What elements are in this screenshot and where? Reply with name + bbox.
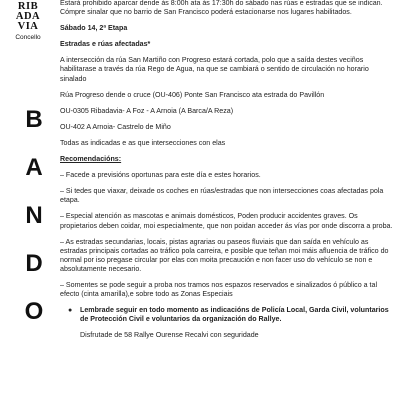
intro-paragraph: Estará prohibido aparcar dende ás 8:00h ata ás 17:30h do sábado nas rúas e estradas que se indican. Cómpre sinalar que no barrio de San Francisco poderá estacionarse nos lugares habilitados. bbox=[60, 0, 383, 17]
bando-letter: A bbox=[25, 154, 43, 181]
council-logo bbox=[6, 0, 50, 41]
all-roads-note: Todas as indicadas e as que intersecciones con elas bbox=[60, 138, 226, 147]
bando-letter: O bbox=[24, 298, 44, 325]
sidebar bbox=[0, 0, 58, 400]
logo-label: Concello bbox=[15, 34, 41, 41]
recommendation-item: – Facede a previsións oportunas para este día e estes horarios. bbox=[60, 171, 261, 180]
logo-mark-line: ADA bbox=[15, 11, 41, 22]
bullet-text: Lembrade seguir en todo momento as indicacións de Policía Local, Garda Civil, voluntarios de Protección Civil e voluntarios da organización do Rallye. bbox=[80, 306, 389, 324]
bando-letter: N bbox=[25, 202, 43, 229]
bullet-item bbox=[60, 306, 394, 324]
bando-letter: B bbox=[25, 106, 43, 133]
bullet-icon: ● bbox=[68, 307, 73, 315]
bando-vertical-title bbox=[24, 108, 44, 348]
closure-paragraph: A intersección da rúa San Martiño con Progreso estará cortada, polo que a saída destes veciños habilitarase a través da rúa Rego de Agua, na que se cambiará o sentido de circulación no horario sinalado bbox=[60, 56, 369, 83]
logo-mark-line: VIA bbox=[17, 21, 39, 32]
road-item: OU-0305 Ribadavia- A Foz - A Arnoia (A Barca/A Reza) bbox=[60, 106, 234, 115]
road-item: OU-402 A Arnoia- Castrelo de Miño bbox=[60, 122, 171, 131]
road-item: Rúa Progreso dende o cruce (OU-406) Ponte San Francisco ata estrada do Pavillón bbox=[60, 90, 325, 99]
affected-roads-heading: Estradas e rúas afectadas* bbox=[60, 40, 151, 49]
document-body bbox=[60, 0, 394, 340]
recommendation-item: – Especial atención as mascotas e animais domésticos, Poden producir accidentes graves. Os propietarios deben coidar, moi especialmente, que non poidan acceder ás vías por onde discorra a proba. bbox=[60, 212, 393, 230]
closing-line: Disfrutade de 58 Rallye Ourense Recalvi con seguridade bbox=[80, 331, 259, 340]
recommendation-item: – Si tedes que viaxar, deixade os coches en rúas/estradas que non intersecciones coas afectadas pola etapa. bbox=[60, 187, 384, 205]
recommendation-item: – Somentes se pode seguir a proba nos tramos nos espazos reservados e sinalizados ó público a tal efecto (cinta amarilla),e sobre todo as Zonas Especiais bbox=[60, 280, 378, 299]
stage-heading: Sábado 14, 2ª Etapa bbox=[60, 24, 128, 33]
recommendation-item: – As estradas secundarias, locais, pistas agrarias ou paseos fluviais que dan saída en vehículo as estradas principais cortadas ao tráfico pola carreira, e posible que teñan moi máis afluencia de tráfico do normal por iso pregase circular por elas con moita precaución e non facer uso do vehículo se non e absolutamente necesario. bbox=[60, 237, 389, 273]
bando-letter: D bbox=[25, 250, 43, 277]
recommendations-heading: Recomendacións: bbox=[60, 155, 122, 164]
logo-mark-line: RIB bbox=[17, 1, 39, 12]
